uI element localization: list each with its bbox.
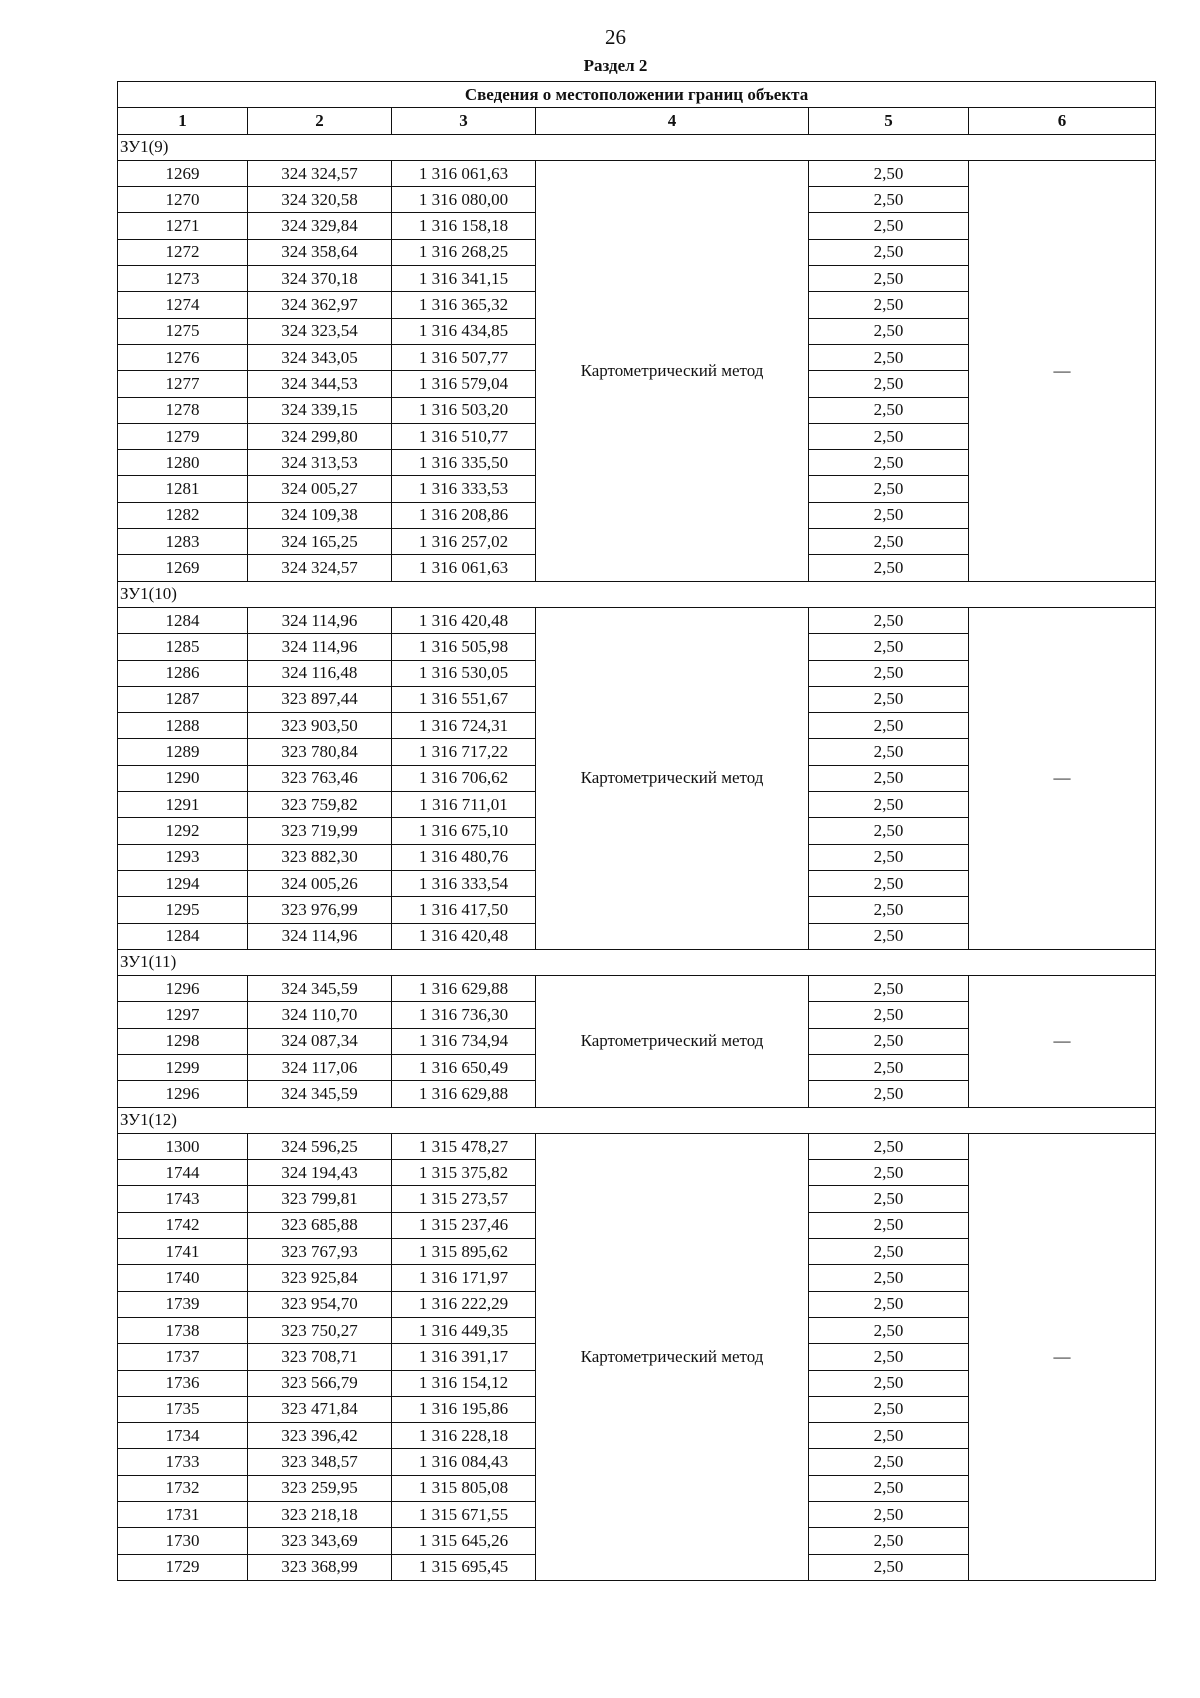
y-coordinate-cell: 1 316 480,76 (392, 844, 536, 870)
point-number-cell: 1298 (118, 1028, 248, 1054)
point-number-cell: 1269 (118, 555, 248, 581)
y-coordinate-cell: 1 316 579,04 (392, 371, 536, 397)
accuracy-cell: 2,50 (809, 870, 969, 896)
accuracy-cell: 2,50 (809, 1554, 969, 1580)
x-coordinate-cell: 324 345,59 (248, 976, 392, 1002)
y-coordinate-cell: 1 316 505,98 (392, 634, 536, 660)
x-coordinate-cell: 324 596,25 (248, 1133, 392, 1159)
point-number-cell: 1739 (118, 1291, 248, 1317)
y-coordinate-cell: 1 316 222,29 (392, 1291, 536, 1317)
y-coordinate-cell: 1 316 257,02 (392, 529, 536, 555)
point-number-cell: 1743 (118, 1186, 248, 1212)
y-coordinate-cell: 1 315 645,26 (392, 1528, 536, 1554)
y-coordinate-cell: 1 316 420,48 (392, 607, 536, 633)
y-coordinate-cell: 1 315 273,57 (392, 1186, 536, 1212)
point-number-cell: 1269 (118, 160, 248, 186)
x-coordinate-cell: 324 370,18 (248, 266, 392, 292)
point-number-cell: 1297 (118, 1002, 248, 1028)
point-number-cell: 1282 (118, 502, 248, 528)
y-coordinate-cell: 1 316 391,17 (392, 1344, 536, 1370)
description-cell: — (969, 1133, 1156, 1580)
x-coordinate-cell: 323 767,93 (248, 1239, 392, 1265)
table-row (118, 1133, 1156, 1159)
point-number-cell: 1281 (118, 476, 248, 502)
accuracy-cell: 2,50 (809, 713, 969, 739)
group-label: ЗУ1(9) (118, 134, 1156, 160)
accuracy-cell: 2,50 (809, 765, 969, 791)
accuracy-cell: 2,50 (809, 1028, 969, 1054)
point-number-cell: 1284 (118, 607, 248, 633)
point-number-cell: 1295 (118, 897, 248, 923)
method-cell: Картометрический метод (536, 1133, 809, 1580)
x-coordinate-cell: 324 114,96 (248, 923, 392, 949)
accuracy-cell: 2,50 (809, 1239, 969, 1265)
column-number-2: 2 (248, 108, 392, 134)
x-coordinate-cell: 324 343,05 (248, 344, 392, 370)
y-coordinate-cell: 1 316 195,86 (392, 1396, 536, 1422)
point-number-cell: 1738 (118, 1317, 248, 1343)
y-coordinate-cell: 1 315 237,46 (392, 1212, 536, 1238)
point-number-cell: 1300 (118, 1133, 248, 1159)
table-caption: Сведения о местоположении границ объекта (118, 82, 1156, 108)
x-coordinate-cell: 323 750,27 (248, 1317, 392, 1343)
y-coordinate-cell: 1 316 061,63 (392, 555, 536, 581)
accuracy-cell: 2,50 (809, 1475, 969, 1501)
group-header-row (118, 581, 1156, 607)
x-coordinate-cell: 324 320,58 (248, 187, 392, 213)
y-coordinate-cell: 1 316 154,12 (392, 1370, 536, 1396)
accuracy-cell: 2,50 (809, 1081, 969, 1107)
y-coordinate-cell: 1 316 333,54 (392, 870, 536, 896)
column-number-6: 6 (969, 108, 1156, 134)
x-coordinate-cell: 324 313,53 (248, 450, 392, 476)
y-coordinate-cell: 1 315 375,82 (392, 1160, 536, 1186)
y-coordinate-cell: 1 316 333,53 (392, 476, 536, 502)
y-coordinate-cell: 1 316 510,77 (392, 423, 536, 449)
x-coordinate-cell: 324 323,54 (248, 318, 392, 344)
y-coordinate-cell: 1 316 335,50 (392, 450, 536, 476)
x-coordinate-cell: 323 763,46 (248, 765, 392, 791)
y-coordinate-cell: 1 316 629,88 (392, 976, 536, 1002)
accuracy-cell: 2,50 (809, 792, 969, 818)
x-coordinate-cell: 324 345,59 (248, 1081, 392, 1107)
y-coordinate-cell: 1 316 711,01 (392, 792, 536, 818)
x-coordinate-cell: 323 396,42 (248, 1423, 392, 1449)
point-number-cell: 1272 (118, 239, 248, 265)
column-number-3: 3 (392, 108, 536, 134)
x-coordinate-cell: 324 299,80 (248, 423, 392, 449)
x-coordinate-cell: 323 780,84 (248, 739, 392, 765)
accuracy-cell: 2,50 (809, 1160, 969, 1186)
point-number-cell: 1296 (118, 1081, 248, 1107)
x-coordinate-cell: 323 976,99 (248, 897, 392, 923)
accuracy-cell: 2,50 (809, 660, 969, 686)
accuracy-cell: 2,50 (809, 897, 969, 923)
point-number-cell: 1293 (118, 844, 248, 870)
accuracy-cell: 2,50 (809, 371, 969, 397)
y-coordinate-cell: 1 315 695,45 (392, 1554, 536, 1580)
description-cell: — (969, 976, 1156, 1107)
y-coordinate-cell: 1 316 724,31 (392, 713, 536, 739)
accuracy-cell: 2,50 (809, 344, 969, 370)
x-coordinate-cell: 324 362,97 (248, 292, 392, 318)
point-number-cell: 1735 (118, 1396, 248, 1422)
accuracy-cell: 2,50 (809, 686, 969, 712)
group-header-row (118, 949, 1156, 975)
accuracy-cell: 2,50 (809, 818, 969, 844)
y-coordinate-cell: 1 316 507,77 (392, 344, 536, 370)
x-coordinate-cell: 323 882,30 (248, 844, 392, 870)
accuracy-cell: 2,50 (809, 1449, 969, 1475)
point-number-cell: 1278 (118, 397, 248, 423)
x-coordinate-cell: 323 759,82 (248, 792, 392, 818)
point-number-cell: 1274 (118, 292, 248, 318)
y-coordinate-cell: 1 316 629,88 (392, 1081, 536, 1107)
group-label: ЗУ1(10) (118, 581, 1156, 607)
method-cell: Картометрический метод (536, 607, 809, 949)
y-coordinate-cell: 1 316 503,20 (392, 397, 536, 423)
y-coordinate-cell: 1 315 805,08 (392, 1475, 536, 1501)
point-number-cell: 1732 (118, 1475, 248, 1501)
accuracy-cell: 2,50 (809, 1186, 969, 1212)
description-cell: — (969, 160, 1156, 581)
description-cell: — (969, 607, 1156, 949)
accuracy-cell: 2,50 (809, 266, 969, 292)
point-number-cell: 1284 (118, 923, 248, 949)
point-number-cell: 1741 (118, 1239, 248, 1265)
point-number-cell: 1734 (118, 1423, 248, 1449)
point-number-cell: 1277 (118, 371, 248, 397)
y-coordinate-cell: 1 316 449,35 (392, 1317, 536, 1343)
method-cell: Картометрический метод (536, 976, 809, 1107)
y-coordinate-cell: 1 316 734,94 (392, 1028, 536, 1054)
y-coordinate-cell: 1 316 706,62 (392, 765, 536, 791)
point-number-cell: 1280 (118, 450, 248, 476)
x-coordinate-cell: 324 114,96 (248, 607, 392, 633)
x-coordinate-cell: 323 566,79 (248, 1370, 392, 1396)
accuracy-cell: 2,50 (809, 502, 969, 528)
x-coordinate-cell: 324 087,34 (248, 1028, 392, 1054)
accuracy-cell: 2,50 (809, 187, 969, 213)
accuracy-cell: 2,50 (809, 1054, 969, 1080)
y-coordinate-cell: 1 316 228,18 (392, 1423, 536, 1449)
y-coordinate-cell: 1 315 895,62 (392, 1239, 536, 1265)
x-coordinate-cell: 323 903,50 (248, 713, 392, 739)
x-coordinate-cell: 324 005,27 (248, 476, 392, 502)
accuracy-cell: 2,50 (809, 1133, 969, 1159)
point-number-cell: 1276 (118, 344, 248, 370)
accuracy-cell: 2,50 (809, 1265, 969, 1291)
point-number-cell: 1731 (118, 1502, 248, 1528)
x-coordinate-cell: 323 259,95 (248, 1475, 392, 1501)
accuracy-cell: 2,50 (809, 423, 969, 449)
point-number-cell: 1287 (118, 686, 248, 712)
x-coordinate-cell: 324 358,64 (248, 239, 392, 265)
accuracy-cell: 2,50 (809, 1423, 969, 1449)
column-number-1: 1 (118, 108, 248, 134)
accuracy-cell: 2,50 (809, 318, 969, 344)
y-coordinate-cell: 1 316 171,97 (392, 1265, 536, 1291)
y-coordinate-cell: 1 316 341,15 (392, 266, 536, 292)
accuracy-cell: 2,50 (809, 1344, 969, 1370)
accuracy-cell: 2,50 (809, 923, 969, 949)
point-number-cell: 1289 (118, 739, 248, 765)
x-coordinate-cell: 324 344,53 (248, 371, 392, 397)
x-coordinate-cell: 324 005,26 (248, 870, 392, 896)
point-number-cell: 1737 (118, 1344, 248, 1370)
accuracy-cell: 2,50 (809, 397, 969, 423)
group-label: ЗУ1(12) (118, 1107, 1156, 1133)
section-title: Раздел 2 (583, 56, 648, 75)
point-number-cell: 1271 (118, 213, 248, 239)
x-coordinate-cell: 323 218,18 (248, 1502, 392, 1528)
x-coordinate-cell: 323 368,99 (248, 1554, 392, 1580)
point-number-cell: 1270 (118, 187, 248, 213)
table-caption-row (118, 82, 1156, 108)
point-number-cell: 1283 (118, 529, 248, 555)
accuracy-cell: 2,50 (809, 1528, 969, 1554)
group-label: ЗУ1(11) (118, 949, 1156, 975)
point-number-cell: 1742 (118, 1212, 248, 1238)
y-coordinate-cell: 1 316 736,30 (392, 1002, 536, 1028)
point-number-cell: 1740 (118, 1265, 248, 1291)
boundary-coordinates-table (117, 81, 1156, 1581)
x-coordinate-cell: 324 324,57 (248, 160, 392, 186)
table-row (118, 976, 1156, 1002)
x-coordinate-cell: 323 897,44 (248, 686, 392, 712)
y-coordinate-cell: 1 316 084,43 (392, 1449, 536, 1475)
point-number-cell: 1299 (118, 1054, 248, 1080)
accuracy-cell: 2,50 (809, 607, 969, 633)
x-coordinate-cell: 323 708,71 (248, 1344, 392, 1370)
accuracy-cell: 2,50 (809, 160, 969, 186)
accuracy-cell: 2,50 (809, 1002, 969, 1028)
accuracy-cell: 2,50 (809, 213, 969, 239)
y-coordinate-cell: 1 316 417,50 (392, 897, 536, 923)
y-coordinate-cell: 1 316 268,25 (392, 239, 536, 265)
x-coordinate-cell: 324 324,57 (248, 555, 392, 581)
table-row (118, 607, 1156, 633)
x-coordinate-cell: 324 109,38 (248, 502, 392, 528)
y-coordinate-cell: 1 316 208,86 (392, 502, 536, 528)
y-coordinate-cell: 1 316 365,32 (392, 292, 536, 318)
accuracy-cell: 2,50 (809, 634, 969, 660)
x-coordinate-cell: 324 117,06 (248, 1054, 392, 1080)
y-coordinate-cell: 1 316 650,49 (392, 1054, 536, 1080)
x-coordinate-cell: 324 339,15 (248, 397, 392, 423)
x-coordinate-cell: 323 471,84 (248, 1396, 392, 1422)
point-number-cell: 1286 (118, 660, 248, 686)
accuracy-cell: 2,50 (809, 1212, 969, 1238)
y-coordinate-cell: 1 316 158,18 (392, 213, 536, 239)
group-header-row (118, 1107, 1156, 1133)
accuracy-cell: 2,50 (809, 239, 969, 265)
x-coordinate-cell: 323 685,88 (248, 1212, 392, 1238)
y-coordinate-cell: 1 315 671,55 (392, 1502, 536, 1528)
accuracy-cell: 2,50 (809, 1502, 969, 1528)
y-coordinate-cell: 1 316 061,63 (392, 160, 536, 186)
y-coordinate-cell: 1 316 530,05 (392, 660, 536, 686)
point-number-cell: 1279 (118, 423, 248, 449)
y-coordinate-cell: 1 316 551,67 (392, 686, 536, 712)
x-coordinate-cell: 324 114,96 (248, 634, 392, 660)
point-number-cell: 1729 (118, 1554, 248, 1580)
accuracy-cell: 2,50 (809, 529, 969, 555)
group-header-row (118, 134, 1156, 160)
point-number-cell: 1288 (118, 713, 248, 739)
page-number: 26 (605, 25, 626, 49)
point-number-cell: 1733 (118, 1449, 248, 1475)
accuracy-cell: 2,50 (809, 1370, 969, 1396)
accuracy-cell: 2,50 (809, 1317, 969, 1343)
accuracy-cell: 2,50 (809, 1396, 969, 1422)
accuracy-cell: 2,50 (809, 976, 969, 1002)
column-number-row (118, 108, 1156, 134)
y-coordinate-cell: 1 316 434,85 (392, 318, 536, 344)
point-number-cell: 1730 (118, 1528, 248, 1554)
method-cell: Картометрический метод (536, 160, 809, 581)
accuracy-cell: 2,50 (809, 739, 969, 765)
point-number-cell: 1294 (118, 870, 248, 896)
y-coordinate-cell: 1 316 420,48 (392, 923, 536, 949)
accuracy-cell: 2,50 (809, 555, 969, 581)
y-coordinate-cell: 1 316 675,10 (392, 818, 536, 844)
accuracy-cell: 2,50 (809, 450, 969, 476)
point-number-cell: 1290 (118, 765, 248, 791)
y-coordinate-cell: 1 315 478,27 (392, 1133, 536, 1159)
table-row (118, 160, 1156, 186)
point-number-cell: 1744 (118, 1160, 248, 1186)
y-coordinate-cell: 1 316 080,00 (392, 187, 536, 213)
x-coordinate-cell: 324 194,43 (248, 1160, 392, 1186)
x-coordinate-cell: 324 329,84 (248, 213, 392, 239)
y-coordinate-cell: 1 316 717,22 (392, 739, 536, 765)
point-number-cell: 1736 (118, 1370, 248, 1396)
x-coordinate-cell: 324 110,70 (248, 1002, 392, 1028)
accuracy-cell: 2,50 (809, 844, 969, 870)
x-coordinate-cell: 323 799,81 (248, 1186, 392, 1212)
x-coordinate-cell: 323 954,70 (248, 1291, 392, 1317)
x-coordinate-cell: 323 925,84 (248, 1265, 392, 1291)
accuracy-cell: 2,50 (809, 476, 969, 502)
point-number-cell: 1285 (118, 634, 248, 660)
point-number-cell: 1292 (118, 818, 248, 844)
accuracy-cell: 2,50 (809, 1291, 969, 1317)
point-number-cell: 1273 (118, 266, 248, 292)
x-coordinate-cell: 323 348,57 (248, 1449, 392, 1475)
point-number-cell: 1296 (118, 976, 248, 1002)
accuracy-cell: 2,50 (809, 292, 969, 318)
x-coordinate-cell: 323 719,99 (248, 818, 392, 844)
x-coordinate-cell: 324 116,48 (248, 660, 392, 686)
point-number-cell: 1291 (118, 792, 248, 818)
x-coordinate-cell: 324 165,25 (248, 529, 392, 555)
point-number-cell: 1275 (118, 318, 248, 344)
x-coordinate-cell: 323 343,69 (248, 1528, 392, 1554)
column-number-4: 4 (536, 108, 809, 134)
column-number-5: 5 (809, 108, 969, 134)
